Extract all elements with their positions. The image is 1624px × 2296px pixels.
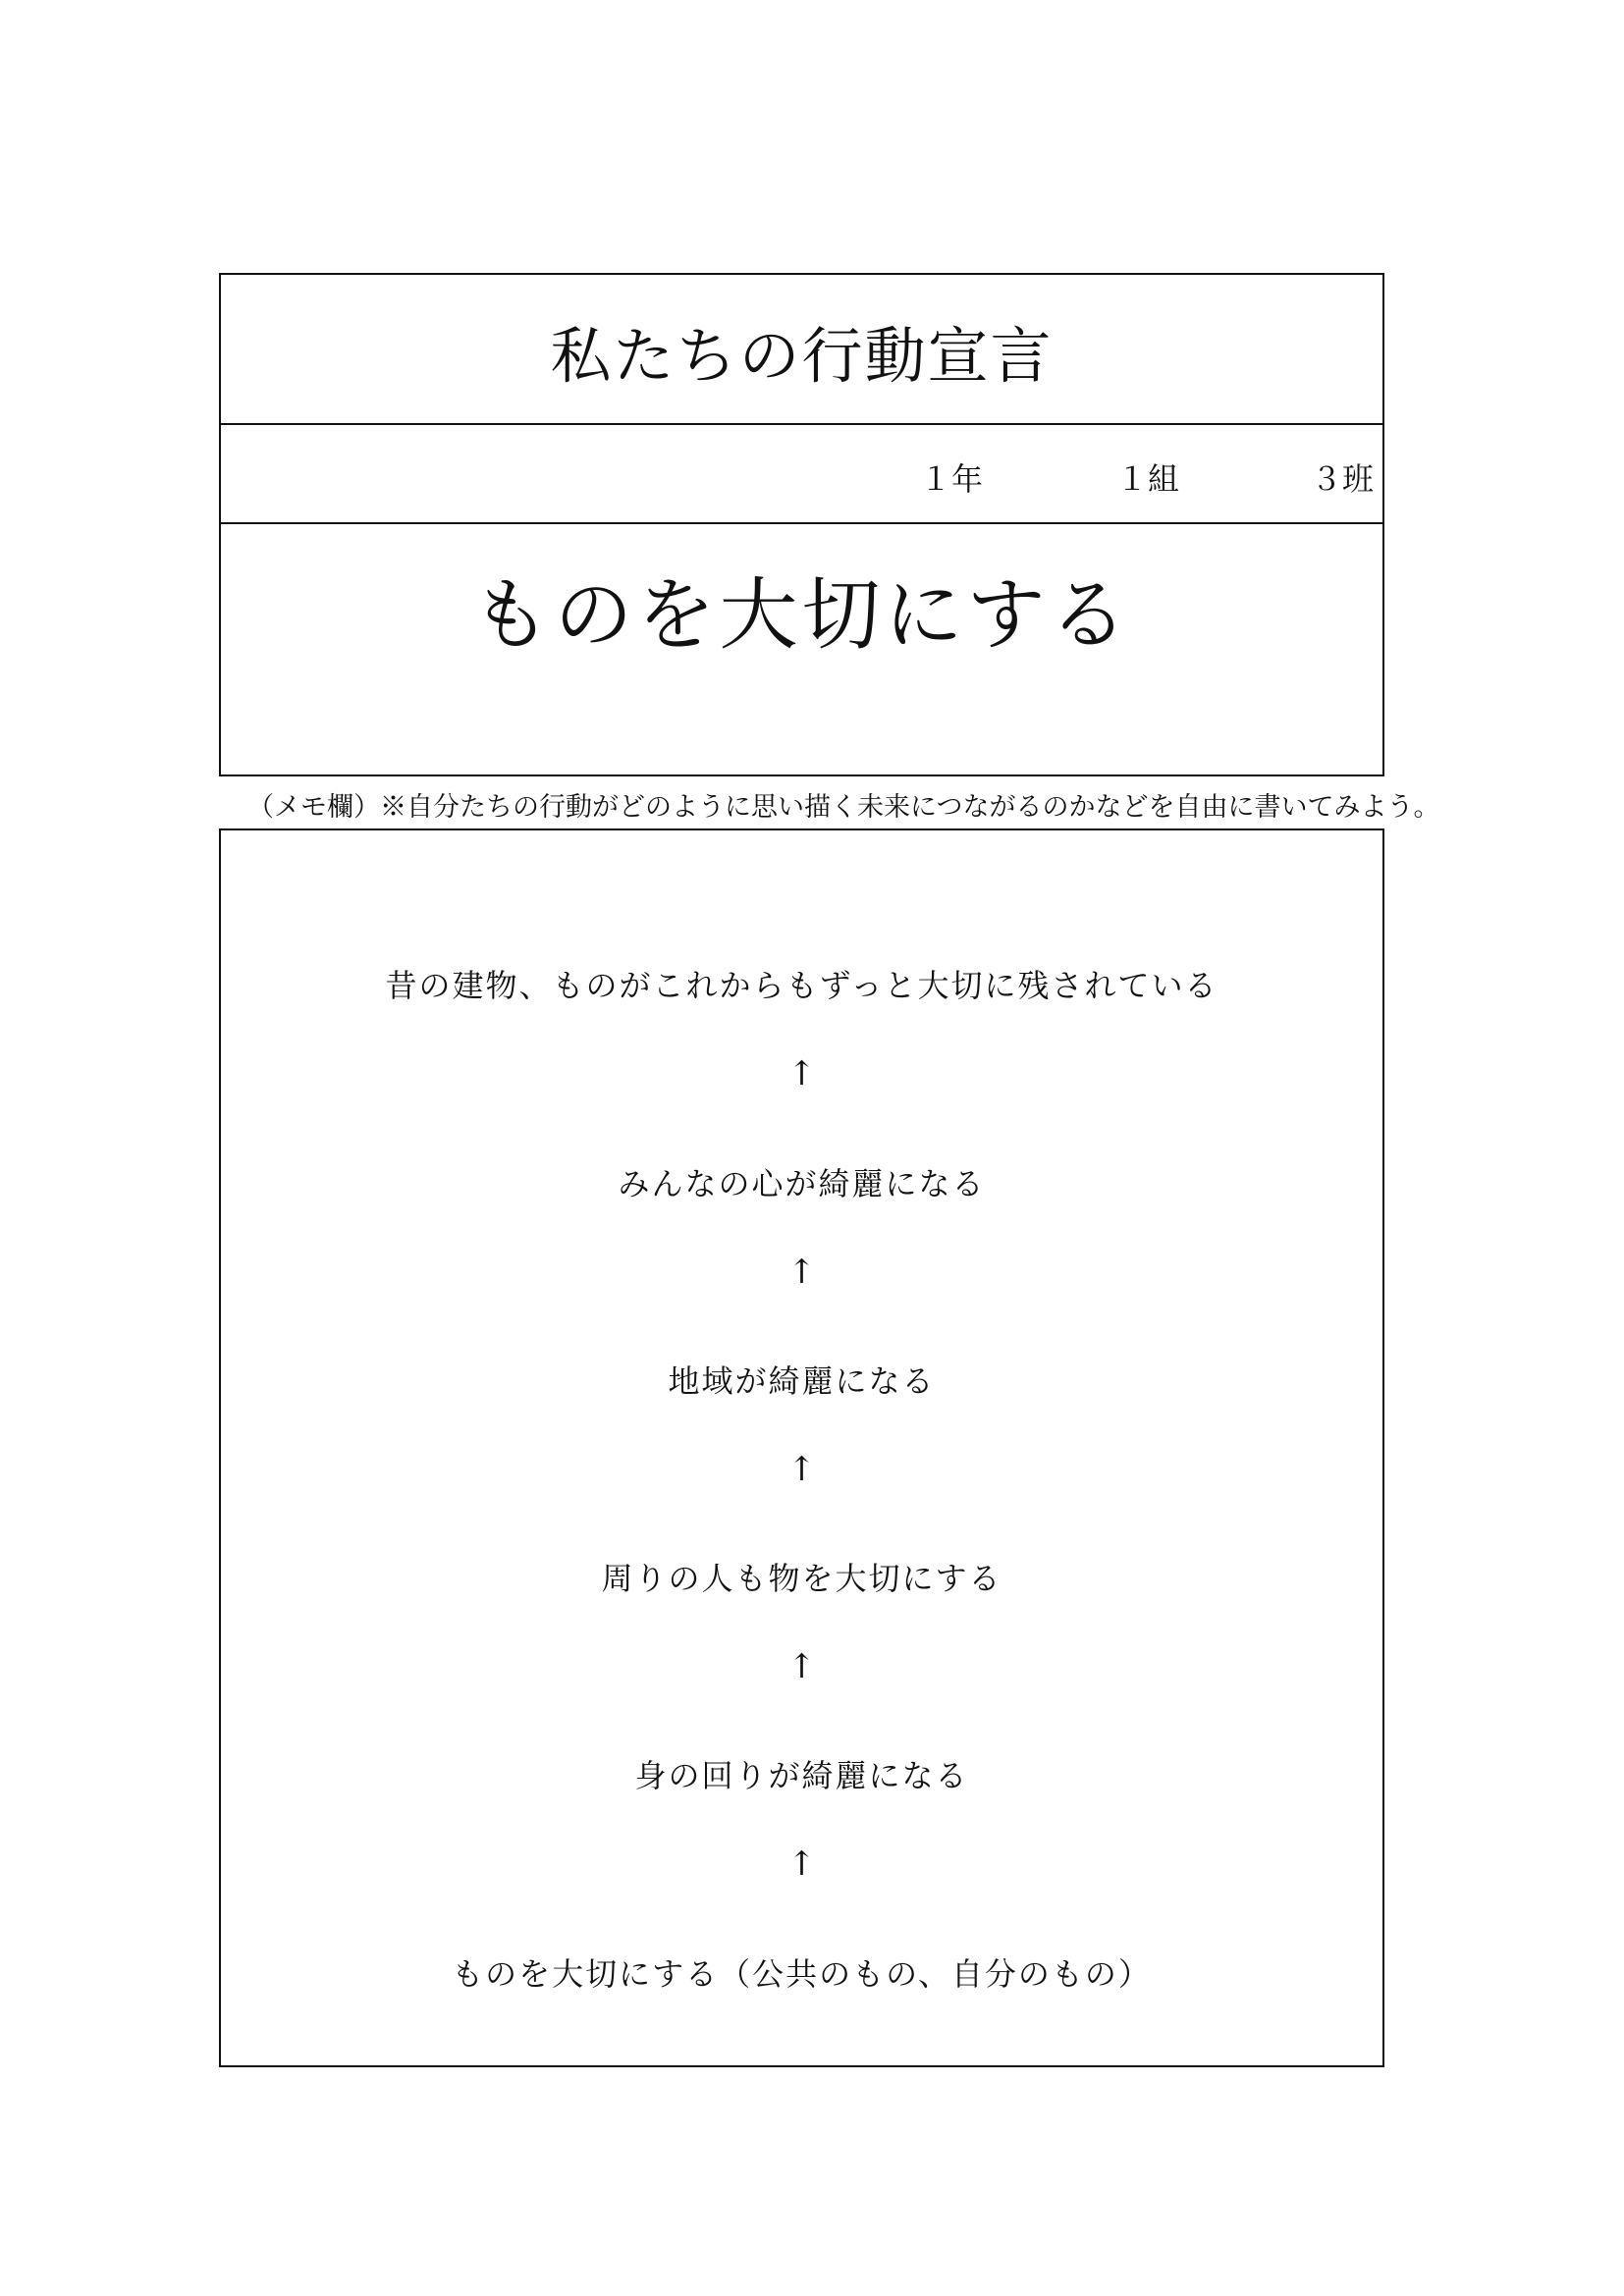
declaration-slogan: ものを大切にする <box>471 569 1132 661</box>
title-row <box>221 275 1382 425</box>
group-label: ３班 <box>1311 460 1375 498</box>
arrow-up-icon: ↑ <box>787 1054 816 1094</box>
class-info-row <box>221 425 1382 524</box>
arrow-up-icon: ↑ <box>787 1253 816 1292</box>
arrow-up-icon: ↑ <box>787 1647 816 1686</box>
page-title: 私たちの行動宣言 <box>550 320 1054 392</box>
flow-step-5: みんなの心が綺麗になる <box>618 1165 986 1202</box>
arrow-up-icon: ↑ <box>787 1450 816 1489</box>
flow-step-2: 身の回りが綺麗になる <box>634 1757 969 1794</box>
memo-box <box>219 828 1384 2067</box>
class-label: １組 <box>1116 460 1180 498</box>
memo-instruction: （メモ欄）※自分たちの行動がどのように思い描く未来につながるのかなどを自由に書いてみよう。 <box>247 792 1440 823</box>
flow-step-3: 周りの人も物を大切にする <box>601 1560 1002 1597</box>
declaration-header-box <box>219 273 1384 776</box>
arrow-up-icon: ↑ <box>787 1844 816 1884</box>
grade-label: １年 <box>920 460 984 498</box>
flow-step-1: ものを大切にする（公共のもの、自分のもの） <box>452 1955 1152 1993</box>
flow-step-6: 昔の建物、ものがこれからもずっと大切に残されている <box>385 967 1218 1004</box>
flow-step-4: 地域が綺麗になる <box>668 1362 936 1400</box>
